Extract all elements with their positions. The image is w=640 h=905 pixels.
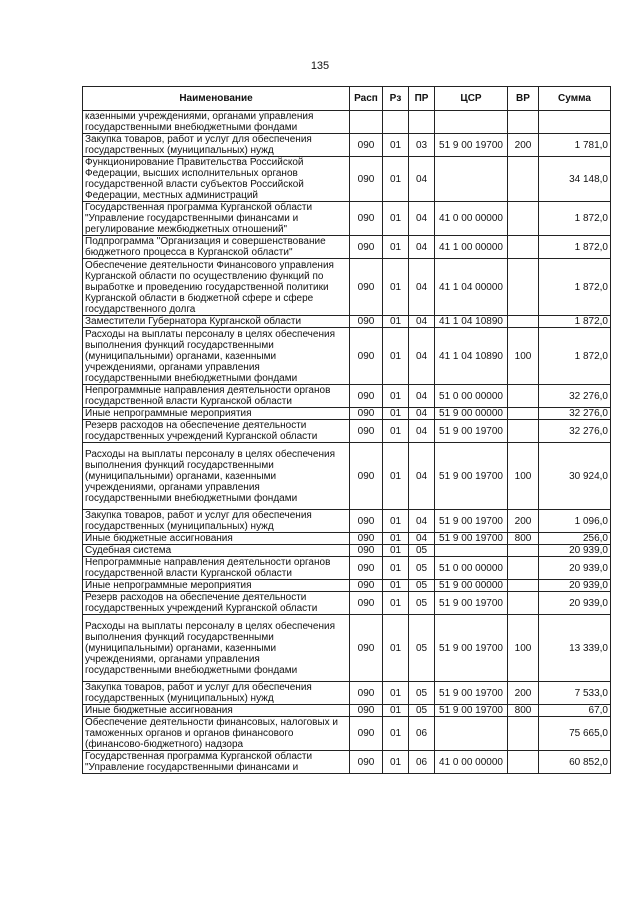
cell-sum: 32 276,0 bbox=[539, 420, 611, 443]
table-row bbox=[83, 580, 611, 592]
cell-name: Резерв расходов на обеспечение деятельности государственных учреждений Курганской области bbox=[83, 420, 350, 443]
cell-csr bbox=[435, 717, 508, 751]
cell-vr bbox=[508, 157, 539, 202]
cell-sum: 34 148,0 bbox=[539, 157, 611, 202]
cell-name: Иные непрограммные мероприятия bbox=[83, 580, 350, 592]
cell-vr: 800 bbox=[508, 533, 539, 545]
cell-pr: 06 bbox=[409, 751, 435, 774]
table-row bbox=[83, 557, 611, 580]
cell-vr bbox=[508, 259, 539, 316]
cell-rasp: 090 bbox=[350, 420, 383, 443]
cell-csr: 51 9 00 19700 bbox=[435, 134, 508, 157]
cell-vr: 100 bbox=[508, 443, 539, 510]
budget-table bbox=[82, 86, 611, 774]
table-row bbox=[83, 420, 611, 443]
cell-csr: 51 9 00 19700 bbox=[435, 420, 508, 443]
cell-name: Функционирование Правительства Российской Федерации, высших исполнительных органов государственной власти субъектов Российской Федерации, местных администраций bbox=[83, 157, 350, 202]
cell-name: Иные бюджетные ассигнования bbox=[83, 533, 350, 545]
header-pr: ПР bbox=[409, 87, 435, 111]
cell-pr: 04 bbox=[409, 157, 435, 202]
cell-name: Расходы на выплаты персоналу в целях обеспечения выполнения функций государственными (муниципальными) органами, казенными учреждениями, органами управления государственными внебюджетными фондами bbox=[83, 615, 350, 682]
cell-rz bbox=[383, 111, 409, 134]
table-row bbox=[83, 717, 611, 751]
cell-vr bbox=[508, 236, 539, 259]
cell-sum: 1 872,0 bbox=[539, 202, 611, 236]
cell-rz: 01 bbox=[383, 202, 409, 236]
cell-sum: 32 276,0 bbox=[539, 408, 611, 420]
cell-sum: 20 939,0 bbox=[539, 545, 611, 557]
table-row bbox=[83, 316, 611, 328]
table-row bbox=[83, 259, 611, 316]
cell-pr: 04 bbox=[409, 328, 435, 385]
cell-rasp: 090 bbox=[350, 705, 383, 717]
cell-vr bbox=[508, 385, 539, 408]
cell-name: Государственная программа Курганской области "Управление государственными финансами и bbox=[83, 751, 350, 774]
cell-csr: 51 9 00 19700 bbox=[435, 705, 508, 717]
table-row bbox=[83, 111, 611, 134]
cell-rasp: 090 bbox=[350, 202, 383, 236]
cell-vr bbox=[508, 408, 539, 420]
cell-rasp: 090 bbox=[350, 408, 383, 420]
cell-vr bbox=[508, 717, 539, 751]
cell-pr bbox=[409, 111, 435, 134]
cell-rz: 01 bbox=[383, 134, 409, 157]
table-row bbox=[83, 615, 611, 682]
cell-pr: 04 bbox=[409, 510, 435, 533]
cell-rasp: 090 bbox=[350, 259, 383, 316]
cell-csr: 51 9 00 19700 bbox=[435, 615, 508, 682]
header-name: Наименование bbox=[83, 87, 350, 111]
cell-name: Государственная программа Курганской области "Управление государственными финансами и регулирование межбюджетных отношений" bbox=[83, 202, 350, 236]
cell-sum: 20 939,0 bbox=[539, 580, 611, 592]
table-row bbox=[83, 705, 611, 717]
cell-csr: 51 9 00 19700 bbox=[435, 533, 508, 545]
cell-vr bbox=[508, 202, 539, 236]
cell-vr bbox=[508, 592, 539, 615]
cell-vr: 200 bbox=[508, 510, 539, 533]
cell-csr: 51 9 00 00000 bbox=[435, 580, 508, 592]
cell-rz: 01 bbox=[383, 557, 409, 580]
cell-rasp bbox=[350, 111, 383, 134]
cell-rz: 01 bbox=[383, 751, 409, 774]
cell-sum: 20 939,0 bbox=[539, 557, 611, 580]
cell-pr: 03 bbox=[409, 134, 435, 157]
cell-rasp: 090 bbox=[350, 615, 383, 682]
cell-sum: 75 665,0 bbox=[539, 717, 611, 751]
cell-rasp: 090 bbox=[350, 751, 383, 774]
table-row bbox=[83, 134, 611, 157]
table-row bbox=[83, 533, 611, 545]
cell-pr: 05 bbox=[409, 545, 435, 557]
header-sum: Сумма bbox=[539, 87, 611, 111]
cell-name: Подпрограмма "Организация и совершенствование бюджетного процесса в Курганской области" bbox=[83, 236, 350, 259]
cell-csr: 51 9 00 19700 bbox=[435, 443, 508, 510]
page-number: 135 bbox=[310, 60, 330, 72]
cell-sum: 1 872,0 bbox=[539, 328, 611, 385]
cell-csr: 41 0 00 00000 bbox=[435, 751, 508, 774]
cell-pr: 04 bbox=[409, 202, 435, 236]
cell-csr bbox=[435, 157, 508, 202]
cell-name: Закупка товаров, работ и услуг для обеспечения государственных (муниципальных) нужд bbox=[83, 682, 350, 705]
header-csr: ЦСР bbox=[435, 87, 508, 111]
cell-pr: 05 bbox=[409, 557, 435, 580]
cell-sum: 1 872,0 bbox=[539, 236, 611, 259]
table-row bbox=[83, 443, 611, 510]
cell-sum: 60 852,0 bbox=[539, 751, 611, 774]
cell-sum: 1 872,0 bbox=[539, 259, 611, 316]
cell-sum: 7 533,0 bbox=[539, 682, 611, 705]
table-row bbox=[83, 510, 611, 533]
table-row bbox=[83, 751, 611, 774]
cell-rasp: 090 bbox=[350, 545, 383, 557]
cell-name: Судебная система bbox=[83, 545, 350, 557]
cell-rz: 01 bbox=[383, 717, 409, 751]
header-rz: Рз bbox=[383, 87, 409, 111]
table-row bbox=[83, 328, 611, 385]
header-rasp: Расп bbox=[350, 87, 383, 111]
cell-rz: 01 bbox=[383, 580, 409, 592]
cell-rasp: 090 bbox=[350, 533, 383, 545]
cell-sum: 256,0 bbox=[539, 533, 611, 545]
cell-name: Иные бюджетные ассигнования bbox=[83, 705, 350, 717]
cell-name: Иные непрограммные мероприятия bbox=[83, 408, 350, 420]
cell-rz: 01 bbox=[383, 510, 409, 533]
table-header-row bbox=[83, 87, 611, 111]
cell-sum bbox=[539, 111, 611, 134]
table-row bbox=[83, 545, 611, 557]
cell-name: Обеспечение деятельности финансовых, налоговых и таможенных органов и органов финансового (финансово-бюджетного) надзора bbox=[83, 717, 350, 751]
cell-rasp: 090 bbox=[350, 682, 383, 705]
cell-name: Закупка товаров, работ и услуг для обеспечения государственных (муниципальных) нужд bbox=[83, 134, 350, 157]
cell-csr: 51 9 00 19700 bbox=[435, 510, 508, 533]
cell-sum: 1 781,0 bbox=[539, 134, 611, 157]
cell-csr bbox=[435, 545, 508, 557]
cell-rasp: 090 bbox=[350, 134, 383, 157]
cell-csr: 51 0 00 00000 bbox=[435, 385, 508, 408]
cell-pr: 05 bbox=[409, 592, 435, 615]
cell-pr: 04 bbox=[409, 236, 435, 259]
cell-pr: 04 bbox=[409, 420, 435, 443]
cell-rasp: 090 bbox=[350, 316, 383, 328]
cell-vr bbox=[508, 557, 539, 580]
cell-rz: 01 bbox=[383, 259, 409, 316]
cell-vr: 100 bbox=[508, 328, 539, 385]
cell-vr bbox=[508, 111, 539, 134]
cell-pr: 05 bbox=[409, 705, 435, 717]
cell-name: Обеспечение деятельности Финансового управления Курганской области по осуществлению функций по выработке и проведению государственной политики Курганской области в бюджетной сфере и сфере государственного долга bbox=[83, 259, 350, 316]
cell-rz: 01 bbox=[383, 328, 409, 385]
cell-csr: 51 9 00 19700 bbox=[435, 682, 508, 705]
cell-sum: 1 096,0 bbox=[539, 510, 611, 533]
cell-rz: 01 bbox=[383, 157, 409, 202]
cell-vr: 200 bbox=[508, 134, 539, 157]
cell-csr: 51 9 00 00000 bbox=[435, 408, 508, 420]
table-row bbox=[83, 236, 611, 259]
cell-pr: 04 bbox=[409, 443, 435, 510]
cell-rz: 01 bbox=[383, 236, 409, 259]
cell-name: Расходы на выплаты персоналу в целях обеспечения выполнения функций государственными (муниципальными) органами, казенными учреждениями, органами управления государственными внебюджетными фондами bbox=[83, 328, 350, 385]
cell-name: Резерв расходов на обеспечение деятельности государственных учреждений Курганской области bbox=[83, 592, 350, 615]
cell-vr: 800 bbox=[508, 705, 539, 717]
cell-sum: 32 276,0 bbox=[539, 385, 611, 408]
table-row bbox=[83, 592, 611, 615]
cell-name: Закупка товаров, работ и услуг для обеспечения государственных (муниципальных) нужд bbox=[83, 510, 350, 533]
table-row bbox=[83, 408, 611, 420]
cell-vr: 200 bbox=[508, 682, 539, 705]
cell-sum: 67,0 bbox=[539, 705, 611, 717]
cell-rasp: 090 bbox=[350, 443, 383, 510]
table-row bbox=[83, 202, 611, 236]
cell-pr: 04 bbox=[409, 316, 435, 328]
cell-rasp: 090 bbox=[350, 510, 383, 533]
cell-sum: 13 339,0 bbox=[539, 615, 611, 682]
cell-csr: 41 1 00 00000 bbox=[435, 236, 508, 259]
cell-rasp: 090 bbox=[350, 717, 383, 751]
cell-rz: 01 bbox=[383, 592, 409, 615]
cell-vr bbox=[508, 420, 539, 443]
cell-rz: 01 bbox=[383, 533, 409, 545]
cell-rz: 01 bbox=[383, 545, 409, 557]
table-row bbox=[83, 157, 611, 202]
cell-rz: 01 bbox=[383, 316, 409, 328]
cell-pr: 06 bbox=[409, 717, 435, 751]
cell-pr: 05 bbox=[409, 580, 435, 592]
cell-sum: 1 872,0 bbox=[539, 316, 611, 328]
cell-name: Заместители Губернатора Курганской области bbox=[83, 316, 350, 328]
cell-rasp: 090 bbox=[350, 385, 383, 408]
cell-pr: 05 bbox=[409, 682, 435, 705]
cell-vr bbox=[508, 580, 539, 592]
cell-vr bbox=[508, 751, 539, 774]
cell-rz: 01 bbox=[383, 615, 409, 682]
cell-rz: 01 bbox=[383, 705, 409, 717]
cell-rasp: 090 bbox=[350, 580, 383, 592]
cell-rz: 01 bbox=[383, 443, 409, 510]
cell-name: Непрограммные направления деятельности органов государственной власти Курганской области bbox=[83, 557, 350, 580]
cell-pr: 04 bbox=[409, 385, 435, 408]
cell-rz: 01 bbox=[383, 682, 409, 705]
cell-pr: 04 bbox=[409, 533, 435, 545]
cell-rz: 01 bbox=[383, 420, 409, 443]
cell-name: Непрограммные направления деятельности органов государственной власти Курганской области bbox=[83, 385, 350, 408]
cell-pr: 05 bbox=[409, 615, 435, 682]
cell-vr bbox=[508, 316, 539, 328]
cell-name: Расходы на выплаты персоналу в целях обеспечения выполнения функций государственными (муниципальными) органами, казенными учреждениями, органами управления государственными внебюджетными фондами bbox=[83, 443, 350, 510]
cell-csr: 41 0 00 00000 bbox=[435, 202, 508, 236]
table-row bbox=[83, 682, 611, 705]
cell-name: казенными учреждениями, органами управления государственными внебюджетными фондами bbox=[83, 111, 350, 134]
cell-csr: 51 9 00 19700 bbox=[435, 592, 508, 615]
cell-rasp: 090 bbox=[350, 557, 383, 580]
cell-rz: 01 bbox=[383, 408, 409, 420]
cell-csr: 51 0 00 00000 bbox=[435, 557, 508, 580]
cell-pr: 04 bbox=[409, 408, 435, 420]
cell-rz: 01 bbox=[383, 385, 409, 408]
cell-vr: 100 bbox=[508, 615, 539, 682]
cell-rasp: 090 bbox=[350, 592, 383, 615]
cell-rasp: 090 bbox=[350, 157, 383, 202]
cell-rasp: 090 bbox=[350, 236, 383, 259]
cell-sum: 30 924,0 bbox=[539, 443, 611, 510]
cell-csr bbox=[435, 111, 508, 134]
cell-pr: 04 bbox=[409, 259, 435, 316]
cell-vr bbox=[508, 545, 539, 557]
table-row bbox=[83, 385, 611, 408]
cell-rasp: 090 bbox=[350, 328, 383, 385]
header-vr: ВР bbox=[508, 87, 539, 111]
cell-csr: 41 1 04 00000 bbox=[435, 259, 508, 316]
cell-sum: 20 939,0 bbox=[539, 592, 611, 615]
cell-csr: 41 1 04 10890 bbox=[435, 328, 508, 385]
cell-csr: 41 1 04 10890 bbox=[435, 316, 508, 328]
